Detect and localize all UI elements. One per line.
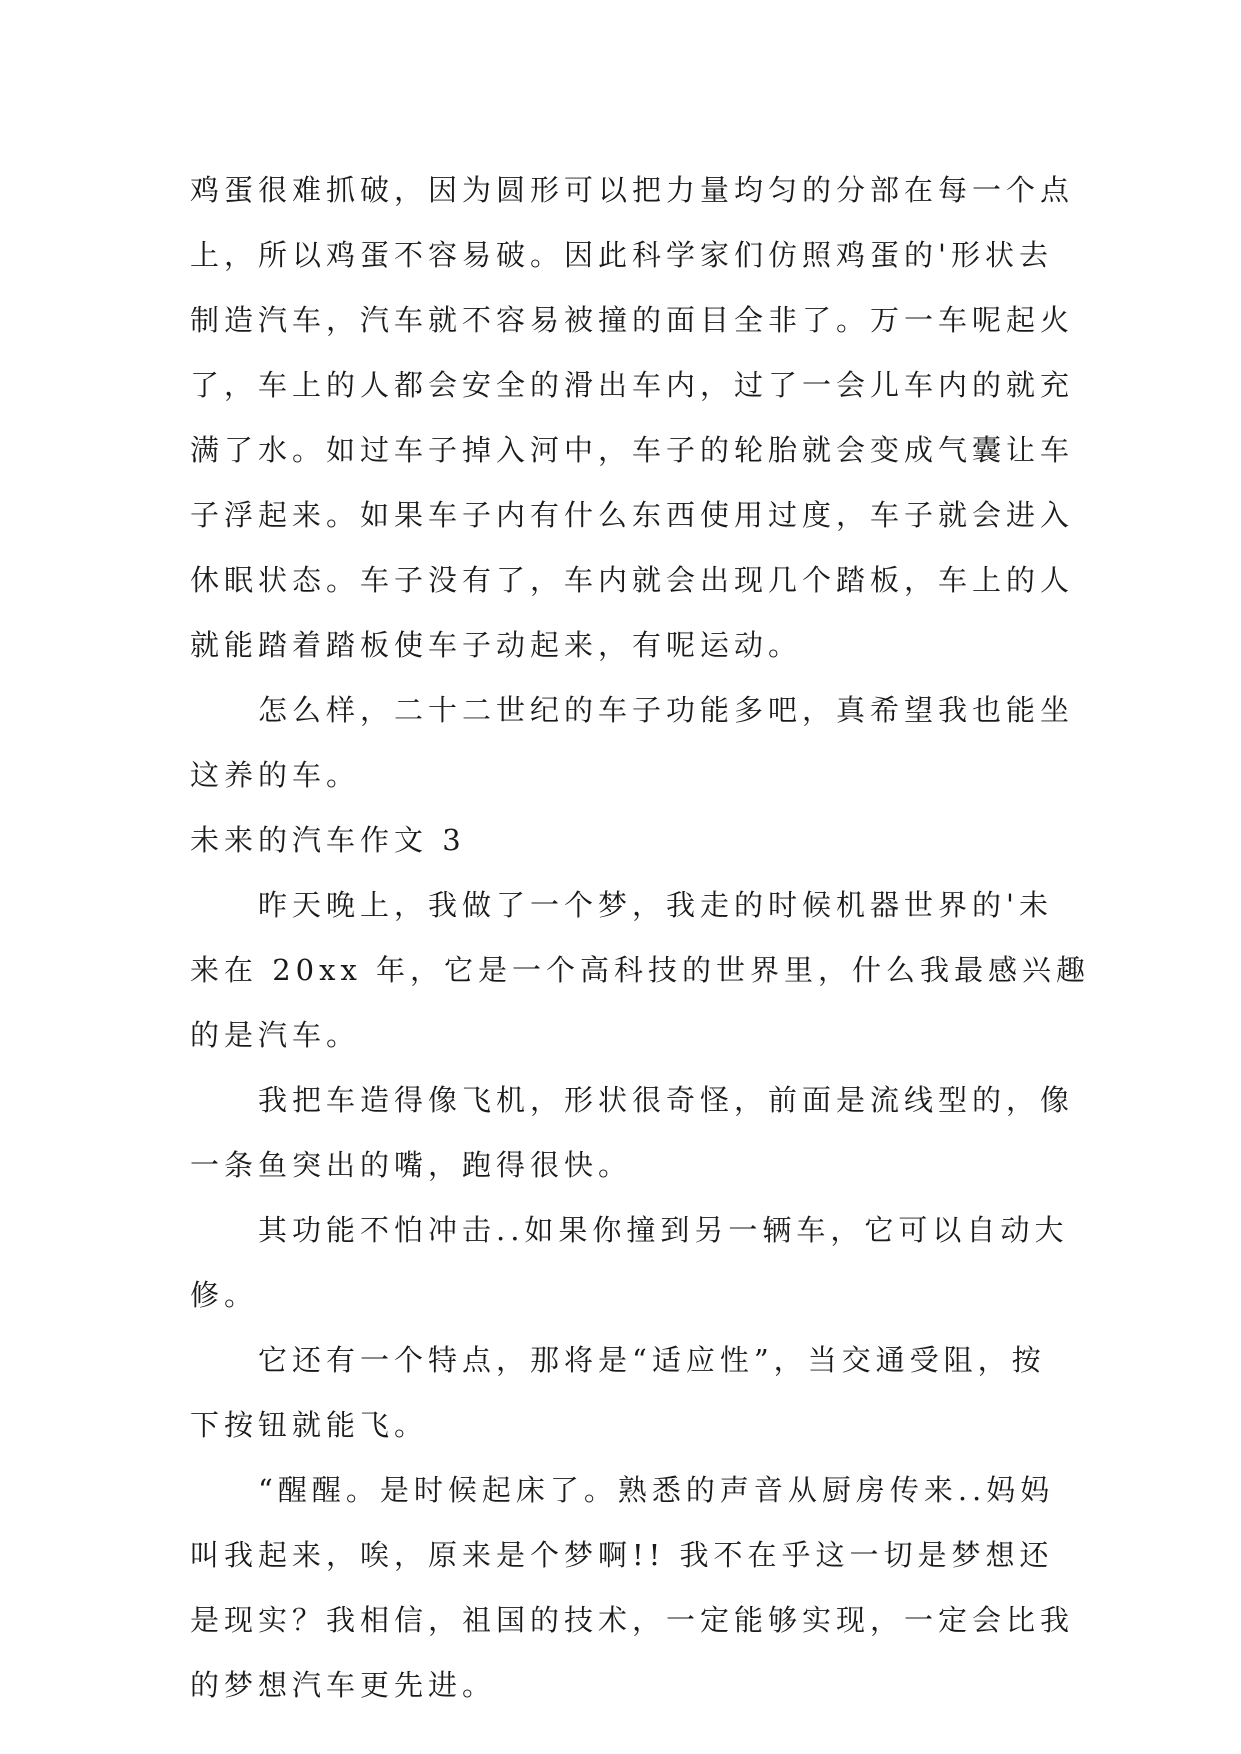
text-line: 子浮起来。如果车子内有什么东西使用过度，车子就会进入 <box>190 498 1075 532</box>
text-line: 鸡蛋很难抓破，因为圆形可以把力量均匀的分部在每一个点 <box>190 173 1075 207</box>
text-line: 怎么样，二十二世纪的车子功能多吧，真希望我也能坐 <box>258 693 1075 727</box>
text-line: 是现实？我相信，祖国的技术，一定能够实现，一定会比我 <box>190 1603 1075 1637</box>
text-line: 未来的汽车作文 3 <box>190 823 466 857</box>
text-line: 一条鱼突出的嘴，跑得很快。 <box>190 1148 633 1182</box>
text-line: 来在 20xx 年，它是一个高科技的世界里，什么我最感兴趣 <box>190 953 1091 987</box>
text-line: 休眠状态。车子没有了，车内就会出现几个踏板，车上的人 <box>190 563 1075 597</box>
text-line: 的梦想汽车更先进。 <box>190 1668 497 1702</box>
text-line: 制造汽车，汽车就不容易被撞的面目全非了。万一车呢起火 <box>190 303 1075 337</box>
paragraph <box>190 678 1075 808</box>
paragraph <box>190 1198 1069 1328</box>
text-line: 我把车造得像飞机，形状很奇怪，前面是流线型的，像 <box>258 1083 1075 1117</box>
paragraph <box>190 1328 1052 1458</box>
text-line: “醒醒。是时候起床了。熟悉的声音从厨房传来..妈妈 <box>258 1473 1055 1507</box>
text-line: 昨天晚上，我做了一个梦，我走的时候机器世界的'未 <box>258 888 1053 922</box>
text-line: 就能踏着踏板使车子动起来，有呢运动。 <box>190 628 803 662</box>
text-line: 修。 <box>190 1278 259 1312</box>
text-line: 叫我起来，唉，原来是个梦啊!! 我不在乎这一切是梦想还 <box>190 1538 1054 1572</box>
text-line: 上，所以鸡蛋不容易破。因此科学家们仿照鸡蛋的'形状去 <box>190 238 1053 272</box>
text-line: 满了水。如过车子掉入河中，车子的轮胎就会变成气囊让车 <box>190 433 1075 467</box>
paragraph <box>190 873 1091 1068</box>
text-line: 下按钮就能飞。 <box>190 1408 429 1442</box>
paragraph <box>190 1458 1075 1718</box>
text-line: 它还有一个特点，那将是“适应性”，当交通受阻，按 <box>258 1343 1046 1377</box>
text-line: 这养的车。 <box>190 758 361 792</box>
document-body <box>190 158 1091 1718</box>
text-line: 的是汽车。 <box>190 1018 361 1052</box>
section-heading <box>190 808 1052 873</box>
text-line: 了，车上的人都会安全的滑出车内，过了一会儿车内的就充 <box>190 368 1075 402</box>
paragraph <box>190 158 1075 678</box>
paragraph <box>190 1068 1075 1198</box>
text-line: 其功能不怕冲击..如果你撞到另一辆车，它可以自动大 <box>258 1213 1069 1247</box>
